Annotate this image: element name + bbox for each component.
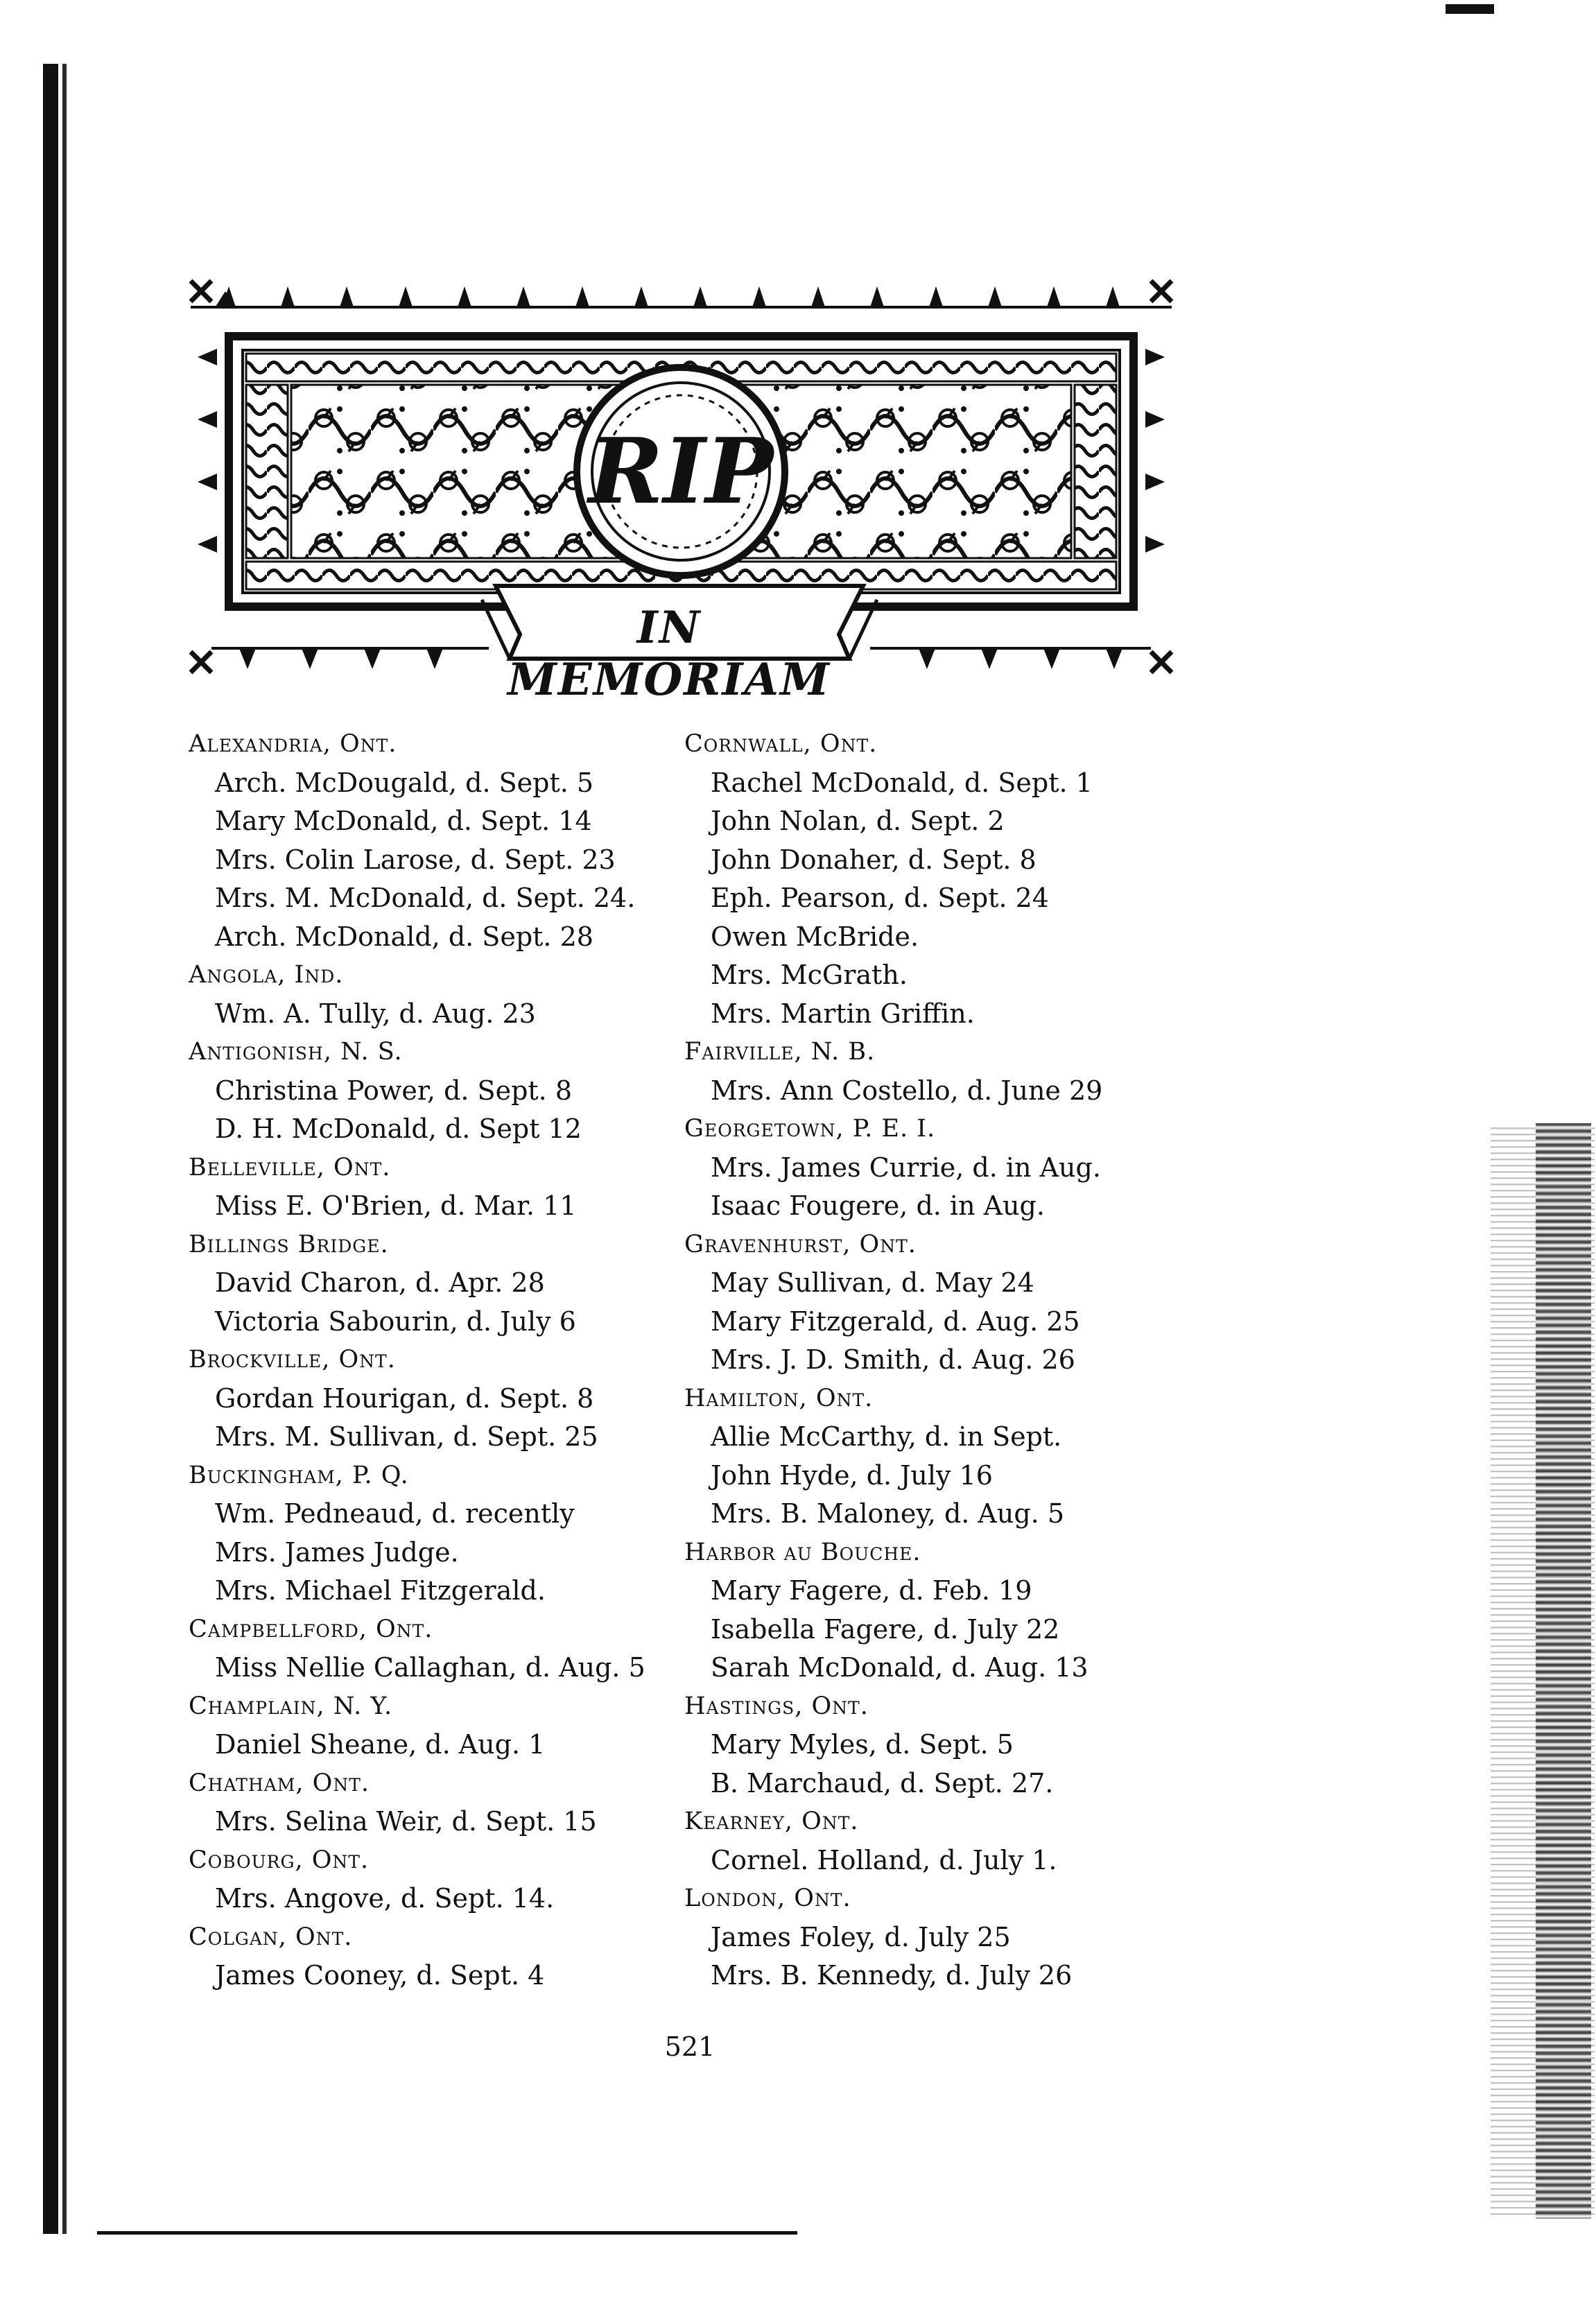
obituary-entry: Mrs. Martin Griffin. <box>711 998 975 1029</box>
obituary-entry: Rachel McDonald, d. Sept. 1 <box>711 767 1093 798</box>
obituary-entry: Mrs. M. McDonald, d. Sept. 24. <box>215 883 636 913</box>
obituary-entry: Mrs. James Currie, d. in Aug. <box>711 1152 1101 1183</box>
obituary-entry: Wm. Pedneaud, d. recently <box>215 1498 575 1529</box>
obituary-entry: Mary McDonald, d. Sept. 14 <box>215 806 592 836</box>
place-heading: Chatham, Ont. <box>189 1769 370 1797</box>
obituary-entry: Mrs. Selina Weir, d. Sept. 15 <box>215 1806 597 1837</box>
obituary-entry: Christina Power, d. Sept. 8 <box>215 1075 573 1106</box>
place-heading: Harbor au Bouche. <box>684 1538 921 1566</box>
binding-shadow-left <box>43 64 58 2234</box>
in-memoriam-title: IN MEMORIAM <box>508 602 831 706</box>
obituary-entry: Mrs. Michael Fitzgerald. <box>215 1575 546 1606</box>
obituary-entry: Arch. McDonald, d. Sept. 28 <box>215 921 593 952</box>
obituary-entry: Isabella Fagere, d. July 22 <box>711 1613 1060 1645</box>
obituary-entry: May Sullivan, d. May 24 <box>711 1267 1034 1298</box>
obituary-entry: Mrs. B. Maloney, d. Aug. 5 <box>711 1498 1065 1529</box>
obituary-entry: Mrs. Ann Costello, d. June 29 <box>711 1075 1103 1106</box>
obituary-entry: Wm. A. Tully, d. Aug. 23 <box>215 998 536 1029</box>
place-heading: London, Ont. <box>684 1884 851 1912</box>
obituary-entry: Isaac Fougere, d. in Aug. <box>711 1190 1045 1221</box>
page-number: 521 <box>664 2031 715 2062</box>
place-heading: Colgan, Ont. <box>189 1923 353 1951</box>
place-heading: Buckingham, P. Q. <box>189 1461 409 1489</box>
place-heading: Alexandria, Ont. <box>189 730 397 758</box>
obituary-entry: Allie McCarthy, d. in Sept. <box>711 1421 1062 1452</box>
obituary-entry: Mrs. Colin Larose, d. Sept. 23 <box>215 844 616 875</box>
obituary-entry: Mrs. B. Kennedy, d. July 26 <box>711 1960 1073 1991</box>
obituary-entry: Arch. McDougald, d. Sept. 5 <box>215 767 594 798</box>
obituary-entry: B. Marchaud, d. Sept. 27. <box>711 1767 1054 1798</box>
obituary-entry: Miss Nellie Callaghan, d. Aug. 5 <box>215 1652 645 1683</box>
rip-monogram: RIP <box>588 418 774 524</box>
obituary-entry: Gordan Hourigan, d. Sept. 8 <box>215 1382 594 1414</box>
obituary-entry: Owen McBride. <box>711 921 919 952</box>
binding-edge-left <box>62 64 67 2234</box>
obituary-entry: David Charon, d. Apr. 28 <box>215 1267 545 1298</box>
binding-shadow-bottom <box>97 2231 797 2235</box>
left-column <box>189 725 715 1995</box>
obituary-entry: John Nolan, d. Sept. 2 <box>711 806 1005 836</box>
right-column <box>684 725 1190 1995</box>
obituary-entry: Victoria Sabourin, d. July 6 <box>215 1306 576 1337</box>
place-heading: Cobourg, Ont. <box>189 1846 370 1874</box>
place-heading: Kearney, Ont. <box>684 1808 859 1835</box>
place-heading: Hamilton, Ont. <box>684 1384 874 1412</box>
obituary-entry: Sarah McDonald, d. Aug. 13 <box>711 1652 1088 1683</box>
place-heading: Cornwall, Ont. <box>684 730 878 758</box>
place-heading: Hastings, Ont. <box>684 1692 869 1720</box>
obituary-entry: Mary Fitzgerald, d. Aug. 25 <box>711 1306 1080 1337</box>
obituary-entry: Mary Fagere, d. Feb. 19 <box>711 1575 1032 1606</box>
place-heading: Angola, Ind. <box>189 961 344 989</box>
obituary-entry: Mrs. M. Sullivan, d. Sept. 25 <box>215 1421 598 1452</box>
obituary-entry: D. H. McDonald, d. Sept 12 <box>215 1113 582 1144</box>
obituary-entry: Mrs. James Judge. <box>215 1536 459 1568</box>
obituary-entry: Daniel Sheane, d. Aug. 1 <box>215 1729 546 1760</box>
place-heading: Antigonish, N. S. <box>189 1038 403 1066</box>
place-heading: Fairville, N. B. <box>684 1038 876 1066</box>
fleuron-row-top <box>191 292 1172 307</box>
place-heading: Georgetown, P. E. I. <box>684 1115 936 1143</box>
place-heading: Champlain, N. Y. <box>189 1692 393 1720</box>
place-heading: Gravenhurst, Ont. <box>684 1230 917 1258</box>
place-heading: Brockville, Ont. <box>189 1346 396 1373</box>
obituary-entry: Miss E. O'Brien, d. Mar. 11 <box>215 1190 577 1221</box>
obituary-entry: Mary Myles, d. Sept. 5 <box>711 1729 1014 1760</box>
obituary-entry: Mrs. McGrath. <box>711 960 908 990</box>
obituary-entry: Eph. Pearson, d. Sept. 24 <box>711 883 1049 913</box>
obituary-entry: Cornel. Holland, d. July 1. <box>711 1844 1057 1875</box>
obituary-entry: James Foley, d. July 25 <box>711 1921 1011 1952</box>
place-heading: Billings Bridge. <box>189 1230 389 1258</box>
place-heading: Belleville, Ont. <box>189 1153 391 1181</box>
place-heading: Campbellford, Ont. <box>189 1615 433 1643</box>
obituary-entry: Mrs. J. D. Smith, d. Aug. 26 <box>711 1344 1075 1375</box>
obituary-entry: John Hyde, d. July 16 <box>711 1459 993 1491</box>
obituary-entry: John Donaher, d. Sept. 8 <box>711 844 1036 875</box>
obituary-entry: James Cooney, d. Sept. 4 <box>215 1960 545 1991</box>
obituary-entry: Mrs. Angove, d. Sept. 14. <box>215 1883 555 1914</box>
page-edge-right-dark <box>1536 1123 1591 2219</box>
page-edge-top <box>1446 4 1494 14</box>
